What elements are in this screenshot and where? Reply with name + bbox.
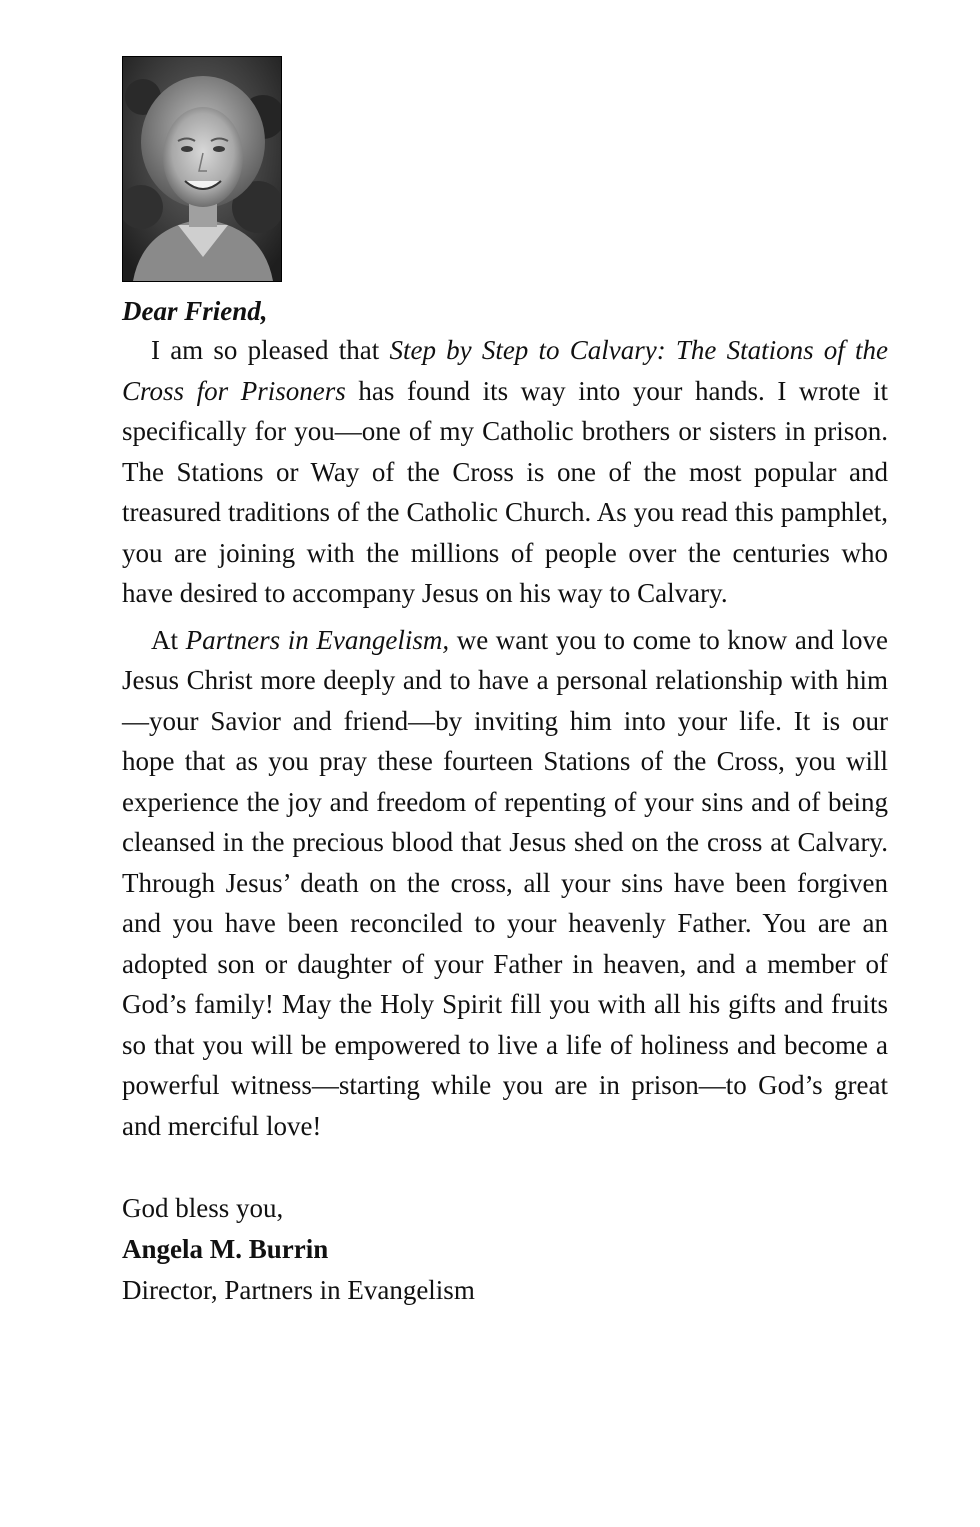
paragraph-intro [122, 330, 888, 614]
signature-block [122, 1188, 888, 1311]
signer-title: Director, Partners in Evangelism [122, 1275, 475, 1305]
organization-name: Partners in Evangelism, [185, 624, 450, 655]
portrait-photo [122, 56, 282, 282]
salutation: Dear Friend, [122, 296, 268, 326]
paragraph-intro-lead: I am so pleased that [151, 335, 390, 365]
pamphlet-title: Step by Step to Calvary: The Stations of the Cross for Prisoners [122, 335, 888, 406]
signer-name: Angela M. Burrin [122, 1234, 329, 1264]
paragraph-intro-body: has found its way into your hands. I wrote it specifically for you—one of my Catholic brothers or sisters in prison. The Stations or Way of the Cross is one of the most popular and treasured traditions of the Catholic Church. As you read this pamphlet, you are joining with the millions of people over the centuries who have desired to accompany Jesus on his way to Calvary. [122, 375, 888, 608]
letter-page [122, 56, 888, 1311]
paragraph-mission-lead: At [151, 624, 186, 655]
paragraph-mission [122, 620, 888, 1147]
paragraph-mission-body: we want you to come to know and love Jesus Christ more deeply and to have a personal relationship with him—your Savior and friend—by inviting him into your life. It is our hope that as you pray these fourteen Stations of the Cross, you will experience the joy and freedom of repenting of your sins and of being cleansed in the precious blood that Jesus shed on the cross at Calvary. Through Jesus’ death on the cross, all your sins have been forgiven and you have been reconciled to your heavenly Father. You are an adopted son or daughter of your Father in heaven, and a member of God’s family! May the Holy Spirit fill you with all his gifts and fruits so that you will be empowered to live a life of holiness and become a powerful witness—starting while you are in prison—to God’s great and merciful love! [122, 624, 889, 1141]
closing-line: God bless you, [122, 1193, 284, 1223]
